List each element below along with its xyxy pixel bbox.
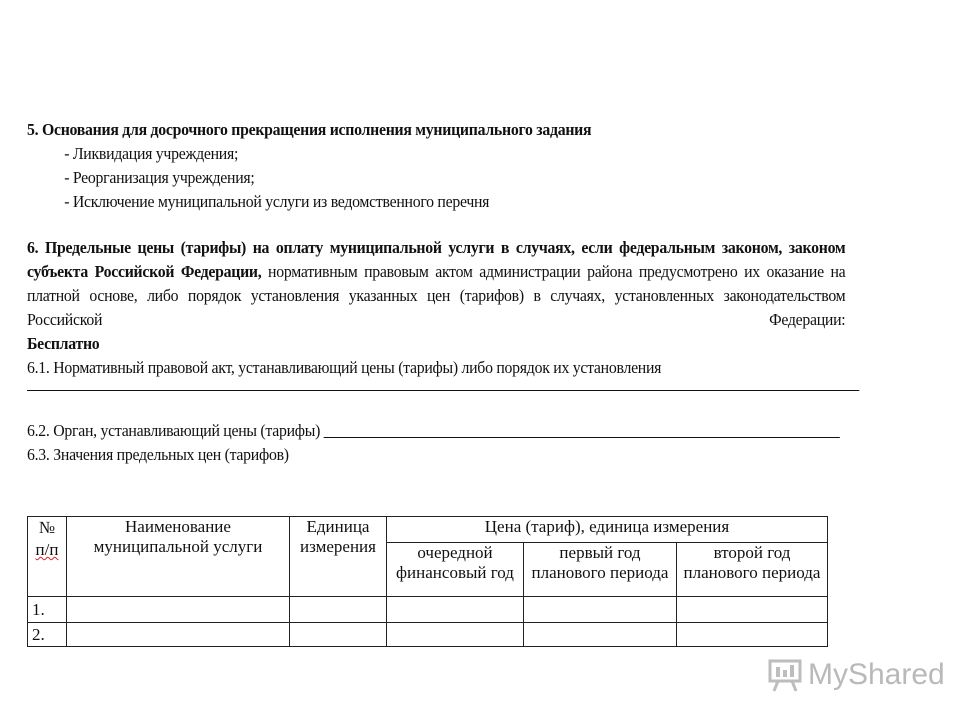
table-row	[28, 597, 828, 623]
free-label: Бесплатно	[27, 334, 100, 353]
item-6-2: 6.2. Орган, устанавливающий цены (тарифы)	[27, 421, 321, 440]
section-6-lead-bold: 6. Предельные цены (тарифы) на оплату муниципальной услуги в случаях, если федеральным законом, законом субъекта Российской Федерации,	[27, 238, 846, 281]
item-6-2-line	[27, 419, 845, 443]
header-first-planned-year: первый год планового периода	[524, 543, 677, 597]
section-5-item-3: - Исключение муниципальной услуги из ведомственного перечня	[64, 192, 490, 211]
header-current-year: очередной финансовый год	[387, 543, 524, 597]
section-5-item-2: - Реорганизация учреждения;	[64, 168, 255, 187]
section-6-lead-rest: нормативным правовым актом администрации района предусмотрено их оказание на платной основе, либо порядок установления указанных цен (тарифов) в случаях, установленных законодательством Российской Федерации:	[27, 262, 846, 329]
myshared-watermark	[768, 655, 945, 695]
header-service-name: Наименование муниципальной услуги	[67, 517, 290, 597]
blank-line-6-1	[27, 380, 859, 391]
header-unit: Единица измерения	[290, 517, 387, 597]
row-number: 1.	[28, 597, 67, 623]
presentation-board-icon	[768, 658, 802, 692]
table-row	[28, 623, 828, 647]
header-number: № п/п	[28, 517, 67, 597]
blank-line-6-2	[324, 421, 840, 438]
section-6-paragraph	[27, 236, 845, 332]
row-number: 2.	[28, 623, 67, 647]
item-6-3: 6.3. Значения предельных цен (тарифов)	[27, 445, 289, 464]
section-5-heading: 5. Основания для досрочного прекращения исполнения муниципального задания	[27, 120, 592, 139]
watermark-text: MyShared	[808, 658, 945, 691]
section-5-item-1: - Ликвидация учреждения;	[64, 144, 239, 163]
document-body	[27, 118, 845, 467]
header-second-planned-year: второй год планового периода	[677, 543, 828, 597]
price-table	[27, 516, 828, 647]
item-6-1: 6.1. Нормативный правовой акт, устанавливающий цены (тарифы) либо порядок их установления	[27, 358, 662, 377]
header-price: Цена (тариф), единица измерения	[387, 517, 828, 543]
